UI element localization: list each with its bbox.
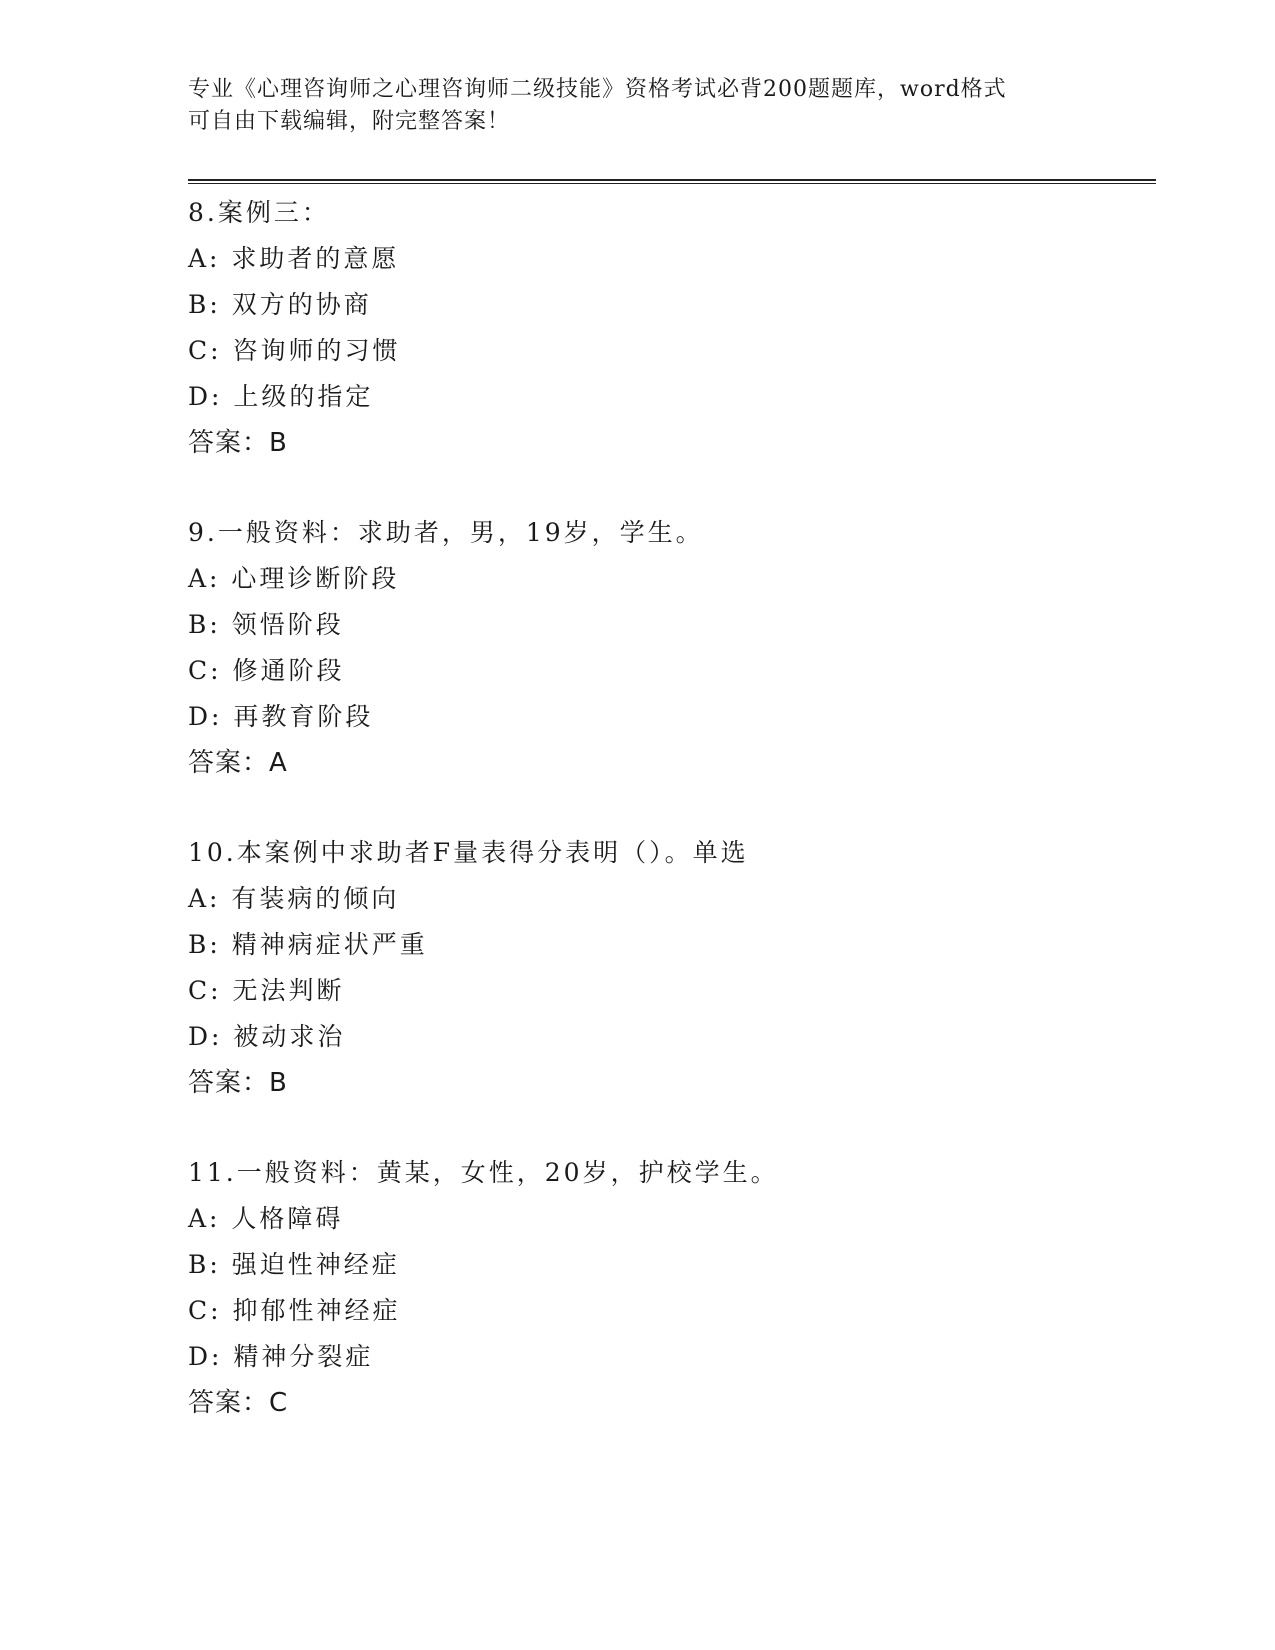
answer-line: 答案：B xyxy=(188,1068,288,1098)
question-item xyxy=(188,830,1148,1106)
answer-line: 答案：C xyxy=(188,1388,289,1418)
question-list xyxy=(188,190,1148,1470)
option-b: B: 精神病症状严重 xyxy=(188,930,428,959)
document-header xyxy=(188,74,1088,138)
question-item xyxy=(188,190,1148,466)
option-c: C: 无法判断 xyxy=(188,976,345,1005)
question-item xyxy=(188,510,1148,786)
header-line-2: 可自由下载编辑，附完整答案！ xyxy=(188,109,511,134)
option-b: B: 双方的协商 xyxy=(188,290,372,319)
question-title: 9.一般资料：求助者，男，19岁，学生。 xyxy=(188,518,704,547)
option-a: A: 人格障碍 xyxy=(188,1204,344,1233)
option-d: D: 精神分裂症 xyxy=(188,1342,374,1371)
option-b: B: 强迫性神经症 xyxy=(188,1250,400,1279)
question-title: 10.本案例中求助者F量表得分表明（）。单选 xyxy=(188,838,749,867)
option-a: A: 心理诊断阶段 xyxy=(188,564,400,593)
question-title: 11.一般资料：黄某，女性，20岁，护校学生。 xyxy=(188,1158,779,1187)
option-c: C: 修通阶段 xyxy=(188,656,345,685)
option-c: C: 抑郁性神经症 xyxy=(188,1296,401,1325)
header-divider-thin xyxy=(188,183,1156,184)
answer-line: 答案：A xyxy=(188,748,288,778)
option-b: B: 领悟阶段 xyxy=(188,610,344,639)
answer-line: 答案：B xyxy=(188,428,288,458)
question-title: 8.案例三： xyxy=(188,198,330,227)
option-d: D: 再教育阶段 xyxy=(188,702,374,731)
option-d: D: 上级的指定 xyxy=(188,382,374,411)
header-divider-thick xyxy=(188,179,1156,181)
option-a: A: 有装病的倾向 xyxy=(188,884,400,913)
option-c: C: 咨询师的习惯 xyxy=(188,336,401,365)
option-a: A: 求助者的意愿 xyxy=(188,244,400,273)
question-item xyxy=(188,1150,1148,1426)
header-line-1: 专业《心理咨询师之心理咨询师二级技能》资格考试必背200题题库，word格式 xyxy=(188,77,1007,102)
option-d: D: 被动求治 xyxy=(188,1022,346,1051)
